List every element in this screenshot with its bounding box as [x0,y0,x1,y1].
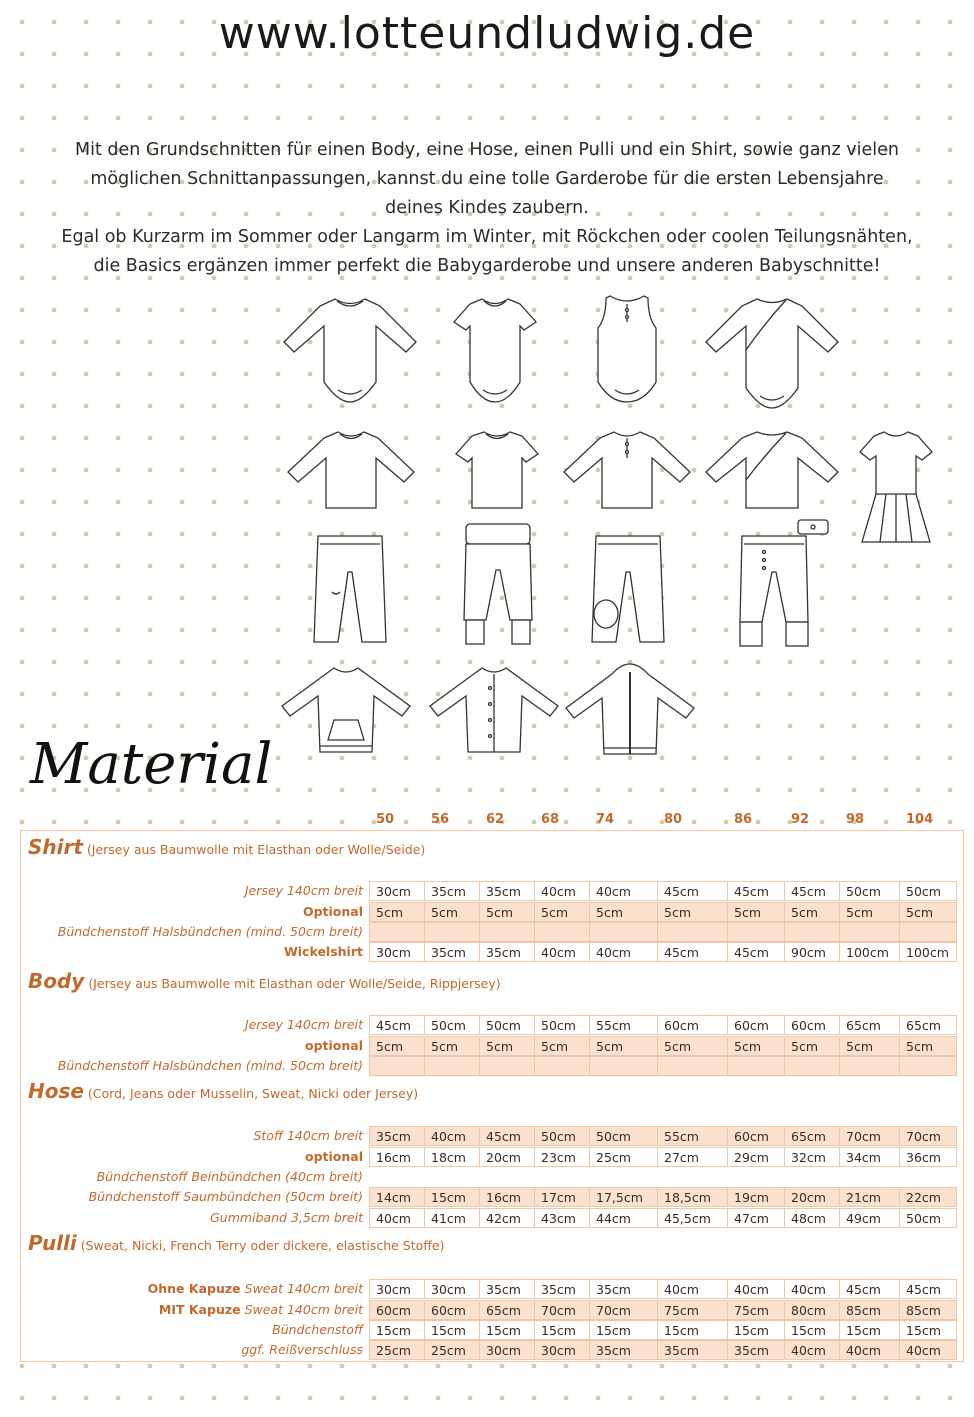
table-cell [534,922,589,942]
table-cell: 30cm [369,1279,424,1299]
intro-line: Mit den Grundschnitten für einen Body, eine Hose, einen Pulli und ein Shirt, sowie ganz vielen [75,140,899,160]
pants-buttoned-icon [734,532,814,650]
table-cell: 50cm [534,1015,589,1035]
table-cell: 40cm [839,1340,899,1360]
table-cell: 15cm [784,1320,839,1340]
row-label: MIT Kapuze Sweat 140cm breit [158,1302,363,1317]
table-cell: 22cm [899,1187,957,1207]
table-cell: 35cm [424,881,479,901]
table-cell: 45cm [369,1015,424,1035]
row-label: Bündchenstoff [272,1322,363,1337]
row-label: ggf. Reißverschluss [241,1342,363,1357]
pulli-cardigan-icon [426,664,562,760]
table-cell: 40cm [657,1279,727,1299]
row-label: optional [304,1149,363,1164]
table-cell: 75cm [727,1300,784,1320]
table-cell: 5cm [899,1036,957,1056]
table-cell [899,922,957,942]
pants-basic-icon [310,532,390,646]
table-cell: 5cm [784,902,839,922]
table-cell: 60cm [657,1015,727,1035]
table-cell: 60cm [369,1300,424,1320]
garment-illustrations [270,288,910,768]
size-label-92: 92 [791,812,810,827]
table-cell [657,922,727,942]
table-cell: 15cm [534,1320,589,1340]
table-cell: 15cm [589,1320,657,1340]
size-label-68: 68 [541,812,560,827]
table-cell: 30cm [424,1279,479,1299]
size-label-74: 74 [596,812,615,827]
table-cell: 65cm [899,1015,957,1035]
table-cell: 42cm [479,1208,534,1228]
table-cell: 50cm [589,1126,657,1146]
intro-line: möglichen Schnittanpassungen, kannst du eine tolle Garderobe für die ersten Lebensjahre [90,169,884,189]
table-cell: 35cm [657,1340,727,1360]
table-cell: 35cm [479,881,534,901]
table-cell: 45cm [784,881,839,901]
dress-icon [856,428,936,548]
table-cell: 35cm [369,1126,424,1146]
size-label-80: 80 [664,812,683,827]
table-cell: 50cm [479,1015,534,1035]
table-cell [657,1056,727,1076]
table-cell [589,1056,657,1076]
table-cell: 40cm [784,1279,839,1299]
table-cell: 70cm [534,1300,589,1320]
table-cell: 29cm [727,1147,784,1167]
table-cell: 50cm [534,1126,589,1146]
table-cell: 15cm [727,1320,784,1340]
table-cell: 15cm [479,1320,534,1340]
table-cell: 34cm [839,1147,899,1167]
table-cell: 40cm [534,942,589,962]
pants-cuffed-icon [458,520,538,648]
table-cell: 90cm [784,942,839,962]
table-cell: 15cm [657,1320,727,1340]
shirt-shortsleeve-icon [452,428,542,512]
table-cell: 40cm [899,1340,957,1360]
table-cell: 55cm [657,1126,727,1146]
table-cell: 14cm [369,1187,424,1207]
table-cell: 20cm [784,1187,839,1207]
table-cell: 65cm [784,1126,839,1146]
table-cell: 5cm [534,1036,589,1056]
table-cell: 40cm [369,1208,424,1228]
table-cell: 50cm [899,881,957,901]
table-cell: 5cm [589,902,657,922]
table-cell: 55cm [589,1015,657,1035]
table-cell: 25cm [369,1340,424,1360]
table-cell: 15cm [424,1187,479,1207]
table-cell: 85cm [899,1300,957,1320]
table-cell: 50cm [839,881,899,901]
table-cell: 18,5cm [657,1187,727,1207]
table-cell: 15cm [424,1320,479,1340]
shirt-longsleeve-icon [284,428,418,512]
table-cell: 5cm [899,902,957,922]
body-longsleeve-icon [280,294,420,404]
table-cell: 5cm [727,902,784,922]
table-cell: 40cm [589,942,657,962]
section-title-shirt: Shirt (Jersey aus Baumwolle mit Elasthan oder Wolle/Seide) [28,835,426,859]
size-header-row [0,812,974,832]
row-label: optional [304,1038,363,1053]
section-note: (Jersey aus Baumwolle mit Elasthan oder Wolle/Seide, Rippjersey) [84,976,501,991]
table-cell: 35cm [424,942,479,962]
table-cell: 40cm [589,881,657,901]
table-cell: 75cm [657,1300,727,1320]
body-wrap-icon [702,294,842,412]
table-cell [899,1056,957,1076]
table-cell: 5cm [479,1036,534,1056]
table-cell: 80cm [784,1300,839,1320]
table-cell: 35cm [589,1279,657,1299]
table-cell [424,1056,479,1076]
table-cell [839,922,899,942]
table-cell: 5cm [784,1036,839,1056]
table-cell: 23cm [534,1147,589,1167]
size-label-62: 62 [486,812,505,827]
table-cell: 36cm [899,1147,957,1167]
section-note: (Sweat, Nicki, French Terry oder dickere, elastische Stoffe) [76,1238,445,1253]
intro-line: Egal ob Kurzarm im Sommer oder Langarm im Winter, mit Röckchen oder coolen Teilungsnähten, [61,227,913,247]
table-cell: 45cm [727,881,784,901]
table-cell: 45cm [657,881,727,901]
pants-kneepatch-icon [588,532,668,646]
row-label: Gummiband 3,5cm breit [210,1210,363,1225]
table-cell: 35cm [479,942,534,962]
table-cell: 65cm [479,1300,534,1320]
table-cell: 100cm [839,942,899,962]
row-label: Jersey 140cm breit [244,1017,363,1032]
row-label: Jersey 140cm breit [244,883,363,898]
table-cell [727,1056,784,1076]
table-cell: 35cm [727,1340,784,1360]
table-cell [424,922,479,942]
table-cell: 45cm [727,942,784,962]
size-label-98: 98 [846,812,865,827]
section-note: (Cord, Jeans oder Musselin, Sweat, Nicki oder Jersey) [83,1086,419,1101]
size-label-104: 104 [906,812,934,827]
table-cell: 5cm [369,902,424,922]
table-cell: 16cm [369,1147,424,1167]
table-cell: 60cm [784,1015,839,1035]
shirt-henley-icon [560,428,694,512]
table-cell: 40cm [534,881,589,901]
table-cell: 45cm [657,942,727,962]
pulli-hoodie-zip-icon [562,658,698,762]
table-cell [479,1056,534,1076]
table-cell: 45cm [479,1126,534,1146]
table-cell: 35cm [534,1279,589,1299]
table-cell: 45cm [839,1279,899,1299]
table-cell: 5cm [727,1036,784,1056]
table-cell: 30cm [369,942,424,962]
table-cell: 47cm [727,1208,784,1228]
table-cell: 30cm [534,1340,589,1360]
table-cell: 45cm [899,1279,957,1299]
table-cell: 32cm [784,1147,839,1167]
table-cell: 70cm [589,1300,657,1320]
table-cell [369,1056,424,1076]
body-shortsleeve-icon [450,294,540,404]
size-label-56: 56 [431,812,450,827]
table-cell: 5cm [657,902,727,922]
table-cell: 5cm [839,1036,899,1056]
table-cell: 100cm [899,942,957,962]
table-cell: 5cm [479,902,534,922]
table-cell: 17,5cm [589,1187,657,1207]
intro-line: die Basics ergänzen immer perfekt die Babygarderobe und unsere anderen Babyschnitte! [93,256,881,276]
table-cell: 35cm [589,1340,657,1360]
table-cell: 20cm [479,1147,534,1167]
intro-line: deines Kindes zaubern. [385,198,589,218]
row-label: Wickelshirt [284,944,363,959]
pulli-kangaroo-icon [278,664,414,760]
table-cell: 30cm [369,881,424,901]
table-cell [784,922,839,942]
table-cell: 50cm [899,1208,957,1228]
table-cell: 5cm [657,1036,727,1056]
section-note: (Jersey aus Baumwolle mit Elasthan oder Wolle/Seide) [82,842,426,857]
table-cell: 43cm [534,1208,589,1228]
table-cell [479,922,534,942]
table-cell: 5cm [839,902,899,922]
row-label: Optional [302,904,363,919]
table-cell: 70cm [899,1126,957,1146]
table-cell: 49cm [839,1208,899,1228]
intro-text [40,136,934,281]
table-cell: 60cm [727,1126,784,1146]
table-cell [784,1056,839,1076]
table-cell: 5cm [534,902,589,922]
row-label: Bündchenstoff Beinbündchen (40cm breit) [96,1169,363,1184]
table-cell: 15cm [369,1320,424,1340]
table-cell: 25cm [424,1340,479,1360]
row-label: Bündchenstoff Halsbündchen (mind. 50cm breit) [57,924,363,939]
table-cell: 5cm [424,1036,479,1056]
table-cell: 5cm [424,902,479,922]
table-cell: 45,5cm [657,1208,727,1228]
section-title-body: Body (Jersey aus Baumwolle mit Elasthan oder Wolle/Seide, Rippjersey) [28,969,501,993]
row-label: Ohne Kapuze Sweat 140cm breit [147,1281,363,1296]
section-title-hose: Hose (Cord, Jeans oder Musselin, Sweat, Nicki oder Jersey) [28,1079,419,1103]
size-label-50: 50 [376,812,395,827]
table-cell: 5cm [589,1036,657,1056]
table-cell: 60cm [424,1300,479,1320]
table-cell: 19cm [727,1187,784,1207]
table-cell: 25cm [589,1147,657,1167]
table-cell [369,922,424,942]
table-cell: 17cm [534,1187,589,1207]
table-cell: 15cm [839,1320,899,1340]
table-cell: 30cm [479,1340,534,1360]
table-cell: 35cm [479,1279,534,1299]
table-cell: 60cm [727,1015,784,1035]
table-cell [839,1056,899,1076]
table-cell: 16cm [479,1187,534,1207]
table-cell: 48cm [784,1208,839,1228]
table-cell: 15cm [899,1320,957,1340]
material-heading: Material [30,732,273,797]
table-cell [534,1056,589,1076]
table-cell: 27cm [657,1147,727,1167]
table-cell: 41cm [424,1208,479,1228]
table-cell: 44cm [589,1208,657,1228]
table-cell: 65cm [839,1015,899,1035]
table-cell [589,922,657,942]
row-label: Stoff 140cm breit [253,1128,363,1143]
table-cell: 40cm [424,1126,479,1146]
row-label: Bündchenstoff Saumbündchen (50cm breit) [88,1189,363,1204]
table-cell: 50cm [424,1015,479,1035]
section-title-pulli: Pulli (Sweat, Nicki, French Terry oder dickere, elastische Stoffe) [28,1231,445,1255]
table-cell: 70cm [839,1126,899,1146]
table-cell: 40cm [784,1340,839,1360]
row-label: Bündchenstoff Halsbündchen (mind. 50cm breit) [57,1058,363,1073]
size-label-86: 86 [734,812,753,827]
body-sleeveless-icon [592,292,662,404]
table-cell [727,922,784,942]
table-cell: 85cm [839,1300,899,1320]
site-url: www.lotteundludwig.de [218,8,756,59]
table-cell: 5cm [369,1036,424,1056]
table-cell: 18cm [424,1147,479,1167]
table-cell: 40cm [727,1279,784,1299]
material-table [20,830,964,1362]
table-cell: 21cm [839,1187,899,1207]
